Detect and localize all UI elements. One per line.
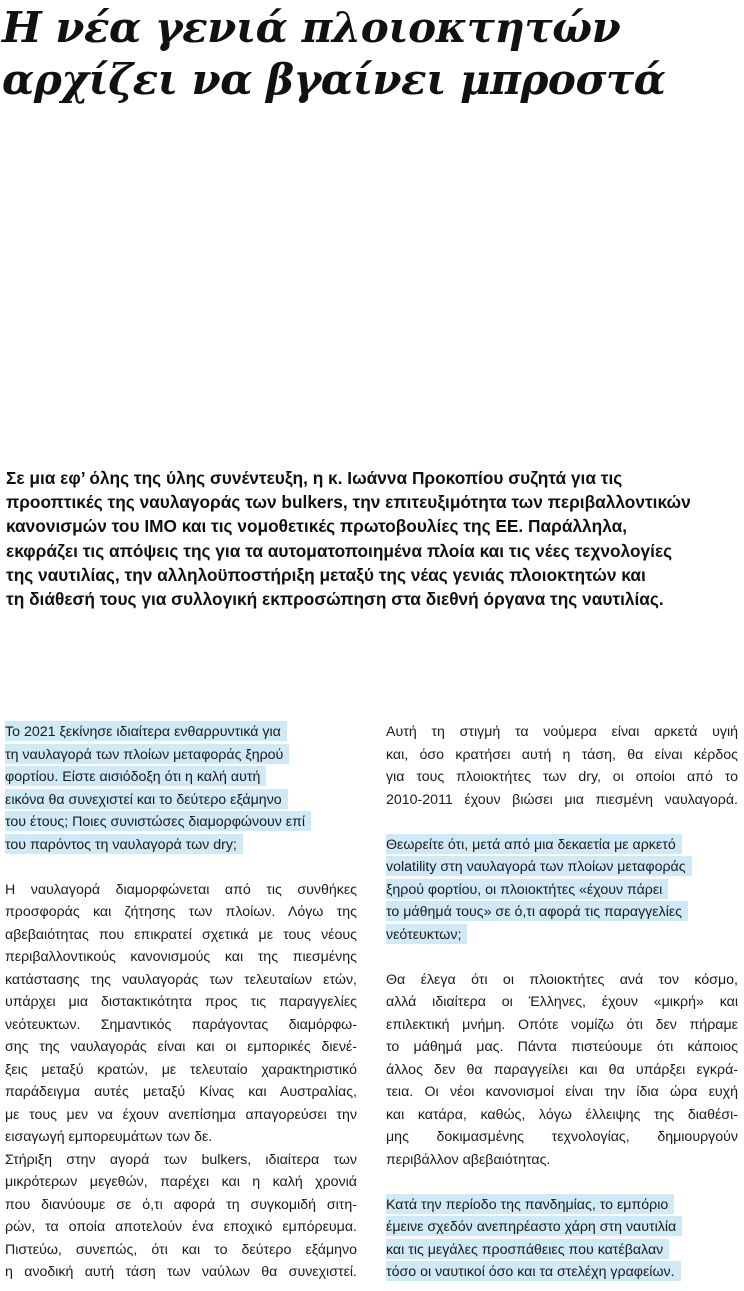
paragraph-gap: [5, 856, 357, 879]
lead-line: προοπτικές της ναυλαγοράς των bulkers, την επιτευξιμότητα των περιβαλλοντικών: [6, 492, 691, 513]
answer-line: περιβαλλοντικούς κανονισμούς και της πιεσμένης: [5, 949, 357, 965]
answer-line: που διανύουμε σε ό,τι αφορά τη συγκομιδή σιτη-: [5, 1196, 357, 1213]
lead-line: Σε μια εφ’ όλης της ύλης συνέντευξη, η κ. Ιωάννα Προκοπίου συζητά για τις: [6, 468, 623, 488]
lead-line: της ναυτιλίας, την αλληλοϋποστήριξη μεταξύ της νέας γενιάς πλοιοκτητών και: [6, 564, 646, 585]
lead-line: τη διάθεσή τους για συλλογική εκπροσώπηση στα διεθνή όργανα της ναυτιλίας.: [6, 589, 664, 610]
answer-line: ξεις μεταξύ κρατών, με τελευταίο χαρακτηριστικό: [5, 1061, 357, 1078]
paragraph-gap: [386, 811, 738, 834]
answer-line: προσφοράς και ζήτησης των πλοίων. Λόγω της: [5, 904, 357, 920]
interview-question: [386, 1194, 738, 1282]
answer-line: αβεβαιότητας που επικρατεί σχετικά με τους νέους: [5, 926, 357, 943]
question-line: τόσο οι ναυτικοί όσο και τα στελέχη γραφείων.: [386, 1261, 681, 1281]
question-line: Κατά την περίοδο της πανδημίας, το εμπόριο: [386, 1194, 674, 1214]
answer-line: παράδειγμα αυτές μεταξύ Κίνας και Αυστραλίας,: [5, 1084, 357, 1100]
answer-line: αλλά ιδιαίτερα οι Έλληνες, έχουν «μικρή» και: [386, 994, 738, 1010]
question-line: του έτους; Ποιες συνιστώσες διαμορφώνουν επί: [5, 811, 311, 831]
headline-line: Η νέα γενιά πλοιοκτητών: [2, 3, 621, 52]
question-line: Το 2021 ξεκίνησε ιδιαίτερα ενθαρρυντικά για: [5, 721, 287, 741]
question-line: Θεωρείτε ότι, μετά από μια δεκαετία με αρκετό: [386, 834, 682, 854]
answer-line: τεια. Οι νέοι κανονισμοί είναι την ίδια ώρα ευχή: [386, 1084, 738, 1100]
question-line: νεότευκτων;: [386, 924, 467, 944]
paragraph-gap: [386, 946, 738, 969]
interview-question: [386, 834, 738, 944]
question-line: εικόνα θα συνεχιστεί και το δεύτερο εξάμηνο: [5, 789, 288, 809]
answer-line: κατάστασης της ναυλαγοράς των τελευταίων ετών,: [5, 971, 357, 988]
right-column: [386, 721, 738, 1284]
answer-line: Στήριξη στην αγορά των bulkers, ιδιαίτερα των: [5, 1151, 357, 1168]
question-line: του παρόντος τη ναυλαγορά των dry;: [5, 834, 243, 854]
question-line: ξηρού φορτίου, οι πλοιοκτήτες «έχουν πάρει: [386, 879, 668, 899]
answer-line: και, όσο κρατήσει αυτή η τάση, θα είναι κέρδος: [386, 746, 738, 763]
question-line: και τις μεγάλες προσπάθειες που κατέβαλαν: [386, 1239, 669, 1259]
answer-line: 2010-2011 έχουν βιώσει μια πιεσμένη ναυλαγορά.: [386, 791, 738, 808]
answer-line: το μάθημά μας. Πάντα πιστεύουμε ότι κάποιος: [386, 1039, 738, 1055]
answer-line: μικρότερων μεγεθών, παρέχει και η καλή χρονιά: [5, 1174, 357, 1190]
answer-line: Θα έλεγα ότι οι πλοιοκτήτες ανά τον κόσμο,: [386, 971, 738, 988]
answer-line: μης δοκιμασμένης τεχνολογίας, δημιουργούν: [386, 1129, 738, 1145]
interview-answer: [386, 721, 738, 811]
answer-line: Πιστεύω, συνεπώς, ότι και το δεύτερο εξάμηνο: [5, 1241, 357, 1258]
lead-line: κανονισμών του IMO και τις νομοθετικές πρωτοβουλίες της ΕΕ. Παράλληλα,: [6, 516, 628, 537]
article-lead: [6, 466, 740, 611]
question-line: φορτίου. Είστε αισιόδοξη ότι η καλή αυτή: [5, 766, 266, 786]
interview-answer: [5, 879, 357, 1284]
answer-line: με τους μεν να έχουν ανεπίσημα απαγορεύσει την: [5, 1106, 357, 1123]
left-column: [5, 721, 357, 1284]
question-line: έμεινε σχεδόν ανεπηρέαστο χάρη στη ναυτιλία: [386, 1216, 682, 1236]
answer-line: ρών, τα οποία αποτελούν ένα εποχικό εμπόρευμα.: [5, 1219, 357, 1235]
answer-line: νεότευκτων. Σημαντικός παράγοντας διαμόρφω-: [5, 1016, 357, 1033]
answer-line: σης της ναυλαγοράς είναι και οι εμπορικές διενέ-: [5, 1039, 357, 1055]
answer-line: υπάρχει μια διστακτικότητα προς τις παραγγελίες: [5, 994, 357, 1010]
answer-line: άλλος δεν θα παραγγείλει και θα υπάρξει εγκρά-: [386, 1061, 738, 1078]
question-line: τη ναυλαγορά των πλοίων μεταφοράς ξηρού: [5, 744, 289, 764]
interview-question: [5, 721, 357, 854]
answer-line: Αυτή τη στιγμή τα νούμερα είναι αρκετά υγιή: [386, 724, 738, 740]
paragraph-gap: [386, 1171, 738, 1194]
question-line: volatility στη ναυλαγορά των πλοίων μεταφοράς: [386, 856, 692, 876]
answer-line: για τους πλοιοκτήτες των dry, οι οποίοι από το: [386, 769, 738, 785]
answer-line: εισαγωγή εμπορευμάτων των δε.: [5, 1129, 213, 1145]
interview-answer: [386, 969, 738, 1172]
answer-line: Η ναυλαγορά διαμορφώνεται από τις συνθήκες: [5, 881, 357, 898]
answer-line: και κατάρα, καθώς, λόγω έλλειψης της διαθέσι-: [386, 1106, 738, 1123]
answer-line: η ανοδική αυτή τάση των ναύλων θα συνεχιστεί.: [5, 1264, 357, 1280]
answer-line: επιλεκτική μνήμη. Οπότε νομίζω ότι δεν πήραμε: [386, 1016, 738, 1033]
lead-line: εκφράζει τις απόψεις της για τα αυτοματοποιημένα πλοία και τις νέες τεχνολογίες: [6, 540, 673, 561]
answer-line: περιβάλλον αβεβαιότητας.: [386, 1151, 551, 1168]
question-line: το μάθημά τους» σε ό,τι αφορά τις παραγγελίες: [386, 901, 688, 921]
article-headline: [2, 2, 742, 106]
headline-line: αρχίζει να βγαίνει μπροστά: [2, 55, 666, 104]
